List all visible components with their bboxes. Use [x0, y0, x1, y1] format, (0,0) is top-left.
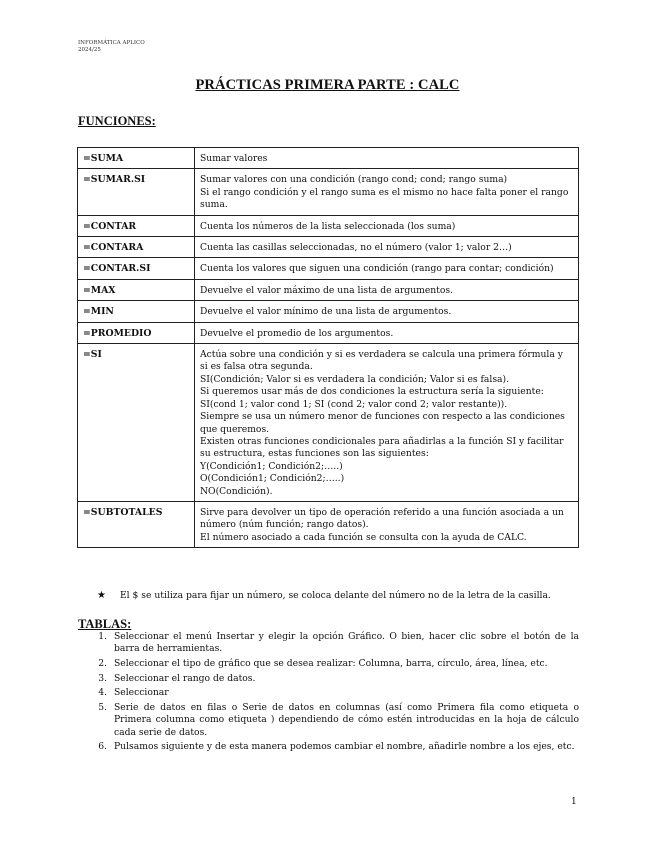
list-item [78, 741, 579, 753]
function-name: =MIN [78, 301, 195, 322]
list-item-number: 3. [98, 672, 107, 684]
function-description-line: O(Condición1; Condición2;…..) [200, 473, 345, 485]
function-description-line: El número asociado a cada función se consulta con la ayuda de CALC. [200, 531, 527, 543]
list-item [78, 658, 579, 670]
function-description-line: Devuelve el valor máximo de una lista de argumentos. [200, 284, 454, 296]
functions-table [77, 147, 579, 548]
dollar-note [97, 590, 551, 602]
function-description-line: Existen otras funciones condicionales para añadirlas a la función SI y facilitar su estructura, estas funciones son las siguientes: [200, 435, 564, 460]
header-course: INFORMÁTICA APLICO [78, 40, 145, 46]
list-item [78, 687, 579, 699]
function-row [78, 215, 579, 236]
function-row [78, 237, 579, 258]
function-name: =SUMAR.SI [78, 169, 195, 215]
function-row [78, 344, 579, 502]
function-description [195, 258, 579, 279]
list-item-text: Seleccionar [114, 687, 169, 699]
list-item-number: 1. [98, 631, 107, 642]
function-description-line: Sumar valores con una condición (rango cond; cond; rango suma) [200, 174, 508, 186]
function-description [195, 215, 579, 236]
list-item-text: Pulsamos siguiente y de esta manera podemos cambiar el nombre, añadirle nombre a los ejes, etc. [114, 741, 575, 753]
function-description [195, 279, 579, 300]
function-name: =CONTAR [78, 215, 195, 236]
list-item [78, 673, 579, 685]
function-description [195, 237, 579, 258]
functions-table-body [78, 148, 579, 548]
function-description-line: Siempre se usa un número menor de funciones con respecto a las condiciones que queremos. [200, 411, 565, 435]
function-description-line: Devuelve el valor mínimo de una lista de argumentos. [200, 306, 452, 318]
function-description-line: Cuenta las casillas seleccionadas, no el número (valor 1; valor 2…) [200, 242, 512, 254]
list-item-number: 4. [98, 687, 107, 699]
function-row [78, 148, 579, 169]
list-item-text: Seleccionar el rango de datos. [114, 672, 256, 684]
function-row [78, 501, 579, 547]
chart-steps-list [78, 631, 579, 756]
function-row [78, 279, 579, 300]
function-description-line: Cuenta los números de la lista seleccionada (los suma) [200, 220, 456, 232]
function-description-line: NO(Condición). [200, 485, 273, 497]
function-description-line: Si el rango condición y el rango suma es el mismo no hace falta poner el rango suma. [200, 186, 569, 211]
function-row [78, 301, 579, 322]
function-name: =PROMEDIO [78, 322, 195, 343]
section-heading-funciones: FUNCIONES: [78, 114, 156, 128]
function-name: =SI [78, 344, 195, 502]
function-name: =SUMA [78, 148, 195, 169]
function-name: =SUBTOTALES [78, 501, 195, 547]
function-description [195, 501, 579, 547]
function-description [195, 169, 579, 215]
section-heading-tablas: TABLAS: [78, 617, 132, 631]
function-description [195, 322, 579, 343]
page-number: 1 [571, 797, 577, 807]
page-title: PRÁCTICAS PRIMERA PARTE : CALC [195, 77, 460, 93]
function-description-line: Actúa sobre una condición y si es verdadera se calcula una primera fórmula y si es falsa otra segunda. [200, 349, 563, 373]
list-item-text: Serie de datos en filas o Serie de datos en columnas (así como Primera fila como etiqueta o Primera columna como etiqueta ) dependiendo de cómo estén introducidas en la hoja de cálculo cada serie de datos. [114, 702, 579, 738]
function-row [78, 258, 579, 279]
list-item [78, 631, 579, 656]
header-year: 2024/25 [78, 47, 101, 53]
list-item [78, 702, 579, 739]
function-description-line: Sumar valores [200, 153, 268, 164]
function-description [195, 148, 579, 169]
function-description [195, 344, 579, 502]
function-description-line: Sirve para devolver un tipo de operación referido a una función asociada a un número (núm función; rango datos). [200, 506, 564, 531]
list-item-number: 6. [98, 741, 107, 753]
function-description-line: Si queremos usar más de dos condiciones la estructura sería la siguiente: [200, 386, 544, 398]
list-item-text: Seleccionar el menú Insertar y elegir la opción Gráfico. O bien, hacer clic sobre el botón de la barra de herramientas. [114, 631, 579, 655]
function-description-line: Cuenta los valores que siguen una condición (rango para contar; condición) [200, 263, 554, 275]
function-name: =CONTAR.SI [78, 258, 195, 279]
function-description [195, 301, 579, 322]
function-description-line: SI(Condición; Valor si es verdadera la condición; Valor si es falsa). [200, 373, 510, 385]
function-row [78, 322, 579, 343]
list-item-number: 2. [98, 657, 107, 669]
dollar-note-text: El $ se utiliza para fijar un número, se coloca delante del número no de la letra de la casilla. [119, 590, 551, 601]
function-description-line: Y(Condición1; Condición2;…..) [200, 460, 343, 472]
function-name: =MAX [78, 279, 195, 300]
star-bullet-icon: ★ [97, 590, 106, 601]
function-name: =CONTARA [78, 237, 195, 258]
list-item-number: 5. [98, 702, 107, 714]
list-item-text: Seleccionar el tipo de gráfico que se desea realizar: Columna, barra, círculo, área, línea, etc. [114, 657, 548, 669]
function-description-line: SI(cond 1; valor cond 1; SI (cond 2; valor cond 2; valor restante)). [200, 398, 508, 410]
function-description-line: Devuelve el promedio de los argumentos. [200, 327, 394, 339]
page-header [78, 40, 145, 54]
function-row [78, 169, 579, 215]
